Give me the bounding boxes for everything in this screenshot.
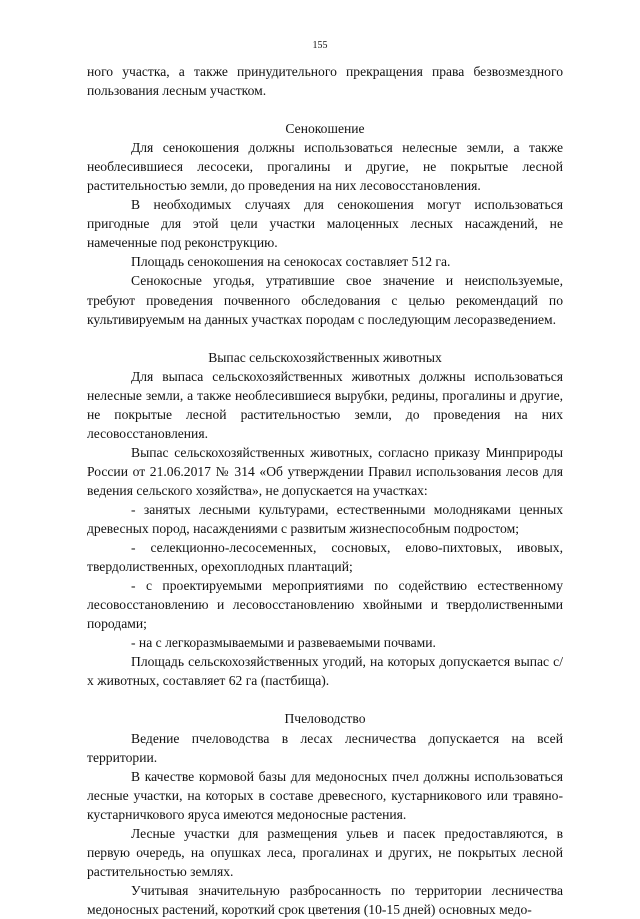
paragraph: В качестве кормовой базы для медоносных пчел должны использоваться лесные участки, на которых в составе древесного, кустарникового или травяно-кустарничкового яруса имеются медоносные растения. [87, 768, 563, 822]
section-gap [87, 100, 563, 119]
paragraph: Для выпаса сельскохозяйственных животных должны использоваться нелесные земли, а также необлесившиеся вырубки, редины, прогалины и другие, не покрытые лесной растительностью земли, до проведения на них лесовосстановления. [87, 368, 563, 441]
paragraph: Площадь сельскохозяйственных угодий, на которых допускается выпас с/х животных, составляет 62 га (пастбища). [87, 654, 563, 689]
paragraph: Выпас сельскохозяйственных животных, согласно приказу Минприроды России от 21.06.2017 № 314 «Об утверждении Правил использования лесов для ведения сельского хозяйства», не допускается на участках: [87, 444, 563, 498]
paragraph: В необходимых случаях для сенокошения могут использоваться пригодные для этой цели участки малоценных лесных насаждений, не намеченные под реконструкцию. [87, 197, 563, 251]
section-gap [87, 329, 563, 348]
paragraph: Лесные участки для размещения ульев и пасек предоставляются, в первую очередь, на опушках леса, прогалинах и других, не покрытых лесной растительностью землях. [87, 825, 563, 879]
paragraph: Для сенокошения должны использоваться нелесные земли, а также необлесившиеся лесосеки, прогалины и другие, не покрытые лесной растительностью земли, до проведения на них лесовосстановления. [87, 140, 563, 194]
page-number: 155 [312, 40, 328, 51]
page-body [87, 62, 563, 919]
section-gap [87, 690, 563, 709]
list-item: - на с легкоразмываемыми и развеваемыми почвами. [131, 635, 436, 651]
section-heading-hay: Сенокошение [285, 121, 365, 137]
paragraph: Учитывая значительную разбросанность по территории лесничества медоносных растений, короткий срок цветения (10-15 дней) основных медо- [87, 882, 563, 917]
section-heading-bees: Пчеловодство [284, 711, 366, 727]
list-item: - селекционно-лесосеменных, сосновых, елово-пихтовых, ивовых, твердолиственных, орехоплодных плантаций; [87, 540, 563, 575]
list-item: - с проектируемыми мероприятиями по содействию естественному лесовосстановлению и лесовосстановлению хвойными и твердолиственными породами; [87, 578, 563, 632]
paragraph: Площадь сенокошения на сенокосах составляет 512 га. [131, 254, 451, 270]
paragraph: Ведение пчеловодства в лесах лесничества допускается на всей территории. [87, 730, 563, 765]
intro-paragraph: ного участка, а также принудительного прекращения права безвозмездного пользования лесным участком. [87, 64, 563, 99]
section-heading-grazing: Выпас сельскохозяйственных животных [208, 349, 442, 365]
list-item: - занятых лесными культурами, естественными молодняками ценных древесных пород, насаждениями с развитым жизнеспособным подростом; [87, 501, 563, 537]
paragraph: Сенокосные угодья, утратившие свое значение и неиспользуемые, требуют проведения почвенного обследования с целью рекомендаций по культивируемым на данных участках породам с последующим лесоразведением. [87, 273, 563, 327]
